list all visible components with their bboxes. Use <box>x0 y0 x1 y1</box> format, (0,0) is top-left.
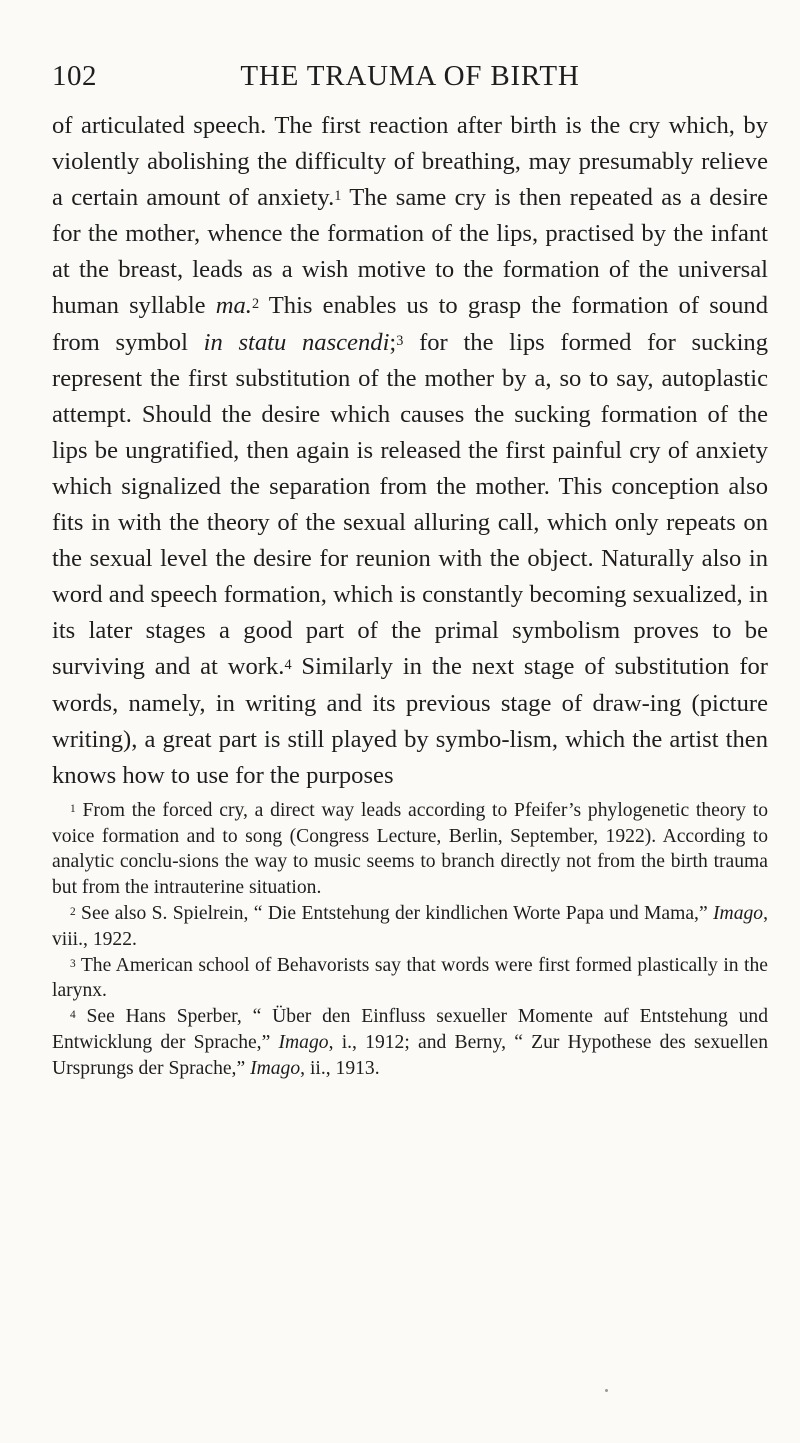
page-number: 102 <box>52 60 97 92</box>
italic-text: Imago <box>278 1031 329 1053</box>
text-run: , ii., 1913. <box>300 1057 380 1079</box>
footnote-marker: 4 <box>70 1009 76 1022</box>
italic-text: in statu nascendi <box>203 328 390 356</box>
footnotes <box>52 798 768 1082</box>
footnote-marker: 4 <box>284 657 292 674</box>
footnote <box>52 901 768 953</box>
print-speck <box>605 1389 608 1392</box>
footnote-marker: 2 <box>70 906 76 918</box>
footnote-marker: 1 <box>70 802 76 815</box>
text-run: The American school of Behavorists say that words were first formed plastically in the larynx. <box>52 954 768 1002</box>
footnote-marker: 1 <box>334 188 342 205</box>
body-paragraph <box>52 108 768 794</box>
running-title: THE TRAUMA OF BIRTH <box>240 60 580 92</box>
italic-text: Imago <box>250 1057 301 1079</box>
italic-text: Imago <box>713 902 764 924</box>
text-run: This enables us to grasp the formation of sound from symbol <box>52 292 768 356</box>
text-run: The same cry is then repeated as a desire for the mother, whence the formation of the lips, practised by the infant at the breast, leads as a wish motive to the formation of the universal human syllable <box>52 184 769 320</box>
footnote <box>52 953 768 1005</box>
footnote-marker: 3 <box>396 332 404 349</box>
text-run: for the lips formed for sucking represent the first substitution of the mother by a, so to say, autoplastic attempt. Should the desire which causes the sucking formation of the lips be ungratified, then again is released the first painful cry of anxiety which signalized the separation from the mother. This conception also fits in with the theory of the sexual alluring call, which only repeats on the sexual level the desire for reunion with the object. Naturally also in word and speech formation, which is constantly becoming sexualized, in its later stages a good part of the primal symbolism proves to be surviving and at work. <box>52 328 768 681</box>
text-run: Similarly in the next stage of substitution for words, namely, in writing and its previous stage of draw-ing (picture writing), a great part is still played by symbo-lism, which the artist then knows how to use for the purposes <box>52 653 768 789</box>
book-page <box>52 54 768 1082</box>
running-head <box>52 54 768 98</box>
text-run: See also S. Spielrein, “ Die Entstehung der kindlichen Worte Papa und Mama,” <box>75 902 714 924</box>
text-run: of articulated speech. The first reaction after birth is the cry which, by violently abolishing the difficulty of breathing, may presumably relieve a certain amount of anxiety. <box>52 112 768 212</box>
text-run: , viii., 1922. <box>52 902 768 950</box>
text-run: From the forced cry, a direct way leads according to Pfeifer’s phylogenetic theory to voice formation and to song (Congress Lecture, Berlin, September, 1922). According to analytic conclu-sions the way to music seems to branch directly not from the birth trauma but from the intrauterine situation. <box>52 799 768 899</box>
footnote <box>52 1004 768 1081</box>
footnote-marker: 2 <box>251 296 260 313</box>
text-run: See Hans Sperber, “ Über den Einfluss sexueller Momente auf Entstehung und Entwicklung der Sprache,” <box>52 1006 768 1053</box>
footnote-marker: 3 <box>70 957 76 970</box>
text-run: , i., 1912; and Berny, “ Zur Hypothese des sexuellen Ursprungs der Sprache,” <box>52 1031 768 1079</box>
text-run: ; <box>389 328 397 356</box>
footnote <box>52 798 768 901</box>
italic-text: ma. <box>215 292 252 320</box>
